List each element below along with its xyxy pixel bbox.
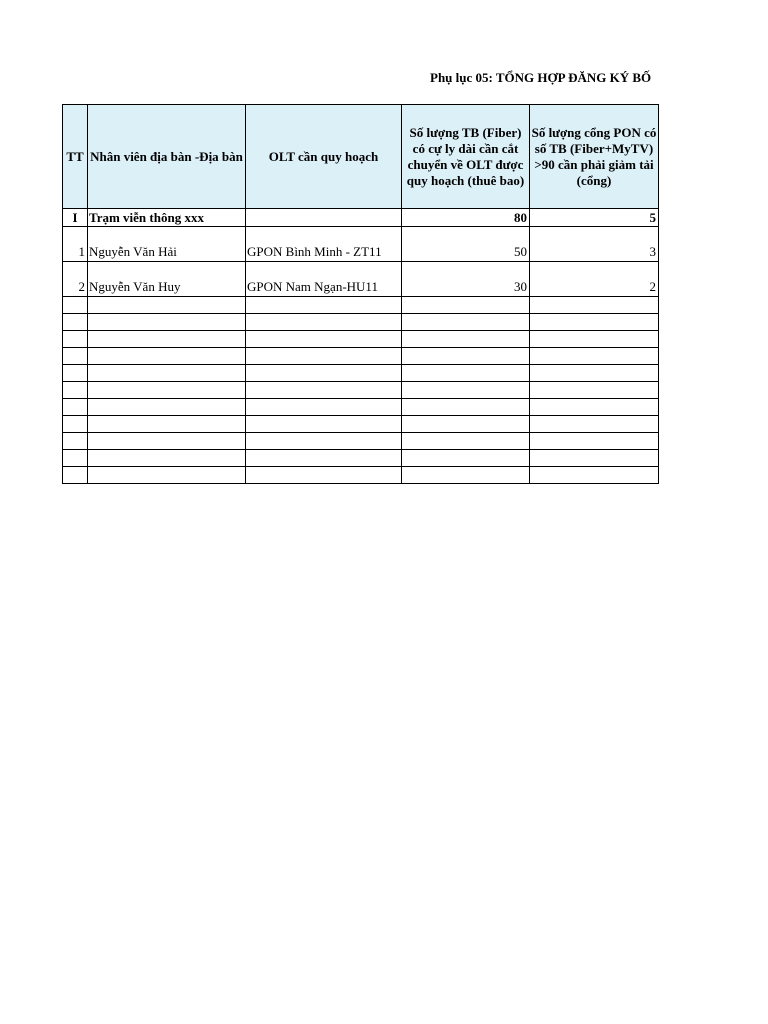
empty-cell[interactable] — [63, 348, 88, 365]
group-subscribers[interactable]: 80 — [402, 209, 530, 227]
empty-cell[interactable] — [88, 331, 246, 348]
row-subscribers[interactable]: 50 — [402, 227, 530, 262]
header-staff[interactable]: Nhân viên địa bàn -Địa bàn — [88, 105, 246, 209]
empty-cell[interactable] — [530, 331, 659, 348]
empty-cell[interactable] — [402, 331, 530, 348]
document-title: Phụ lục 05: TỔNG HỢP ĐĂNG KÝ BỐ — [430, 70, 652, 85]
empty-cell[interactable] — [402, 467, 530, 484]
empty-cell[interactable] — [402, 314, 530, 331]
empty-cell[interactable] — [88, 450, 246, 467]
empty-cell[interactable] — [63, 467, 88, 484]
empty-cell[interactable] — [530, 348, 659, 365]
empty-cell[interactable] — [246, 450, 402, 467]
empty-cell[interactable] — [530, 382, 659, 399]
group-pon-ports[interactable]: 5 — [530, 209, 659, 227]
row-pon-ports[interactable]: 3 — [530, 227, 659, 262]
empty-cell[interactable] — [530, 365, 659, 382]
empty-cell[interactable] — [246, 433, 402, 450]
row-olt[interactable]: GPON Bình Minh - ZT11 — [246, 227, 402, 262]
empty-cell[interactable] — [246, 297, 402, 314]
empty-cell[interactable] — [63, 433, 88, 450]
empty-cell[interactable] — [530, 297, 659, 314]
empty-cell[interactable] — [88, 348, 246, 365]
empty-cell[interactable] — [88, 467, 246, 484]
empty-cell[interactable] — [402, 433, 530, 450]
empty-cell[interactable] — [530, 399, 659, 416]
empty-cell[interactable] — [402, 450, 530, 467]
row-olt[interactable]: GPON Nam Ngạn-HU11 — [246, 262, 402, 297]
empty-cell[interactable] — [246, 467, 402, 484]
group-row — [63, 209, 659, 227]
empty-cell[interactable] — [402, 297, 530, 314]
header-tt[interactable]: TT — [63, 105, 88, 209]
empty-cell[interactable] — [88, 365, 246, 382]
empty-cell[interactable] — [63, 297, 88, 314]
empty-cell[interactable] — [63, 382, 88, 399]
empty-row — [63, 331, 659, 348]
empty-cell[interactable] — [88, 314, 246, 331]
row-name[interactable]: Nguyễn Văn Huy — [88, 262, 246, 297]
empty-row — [63, 314, 659, 331]
row-name[interactable]: Nguyễn Văn Hải — [88, 227, 246, 262]
empty-cell[interactable] — [246, 365, 402, 382]
header-subscribers[interactable]: Số lượng TB (Fiber) có cự ly dài cần cắt chuyển về OLT được quy hoạch (thuê bao) — [402, 105, 530, 209]
empty-cell[interactable] — [530, 314, 659, 331]
empty-cell[interactable] — [63, 365, 88, 382]
empty-cell[interactable] — [402, 348, 530, 365]
group-olt[interactable] — [246, 209, 402, 227]
empty-cell[interactable] — [88, 297, 246, 314]
empty-cell[interactable] — [530, 433, 659, 450]
empty-cell[interactable] — [246, 348, 402, 365]
empty-row — [63, 348, 659, 365]
spreadsheet-table — [62, 104, 659, 484]
empty-row — [63, 433, 659, 450]
table-row — [63, 262, 659, 297]
empty-cell[interactable] — [88, 416, 246, 433]
empty-cell[interactable] — [88, 399, 246, 416]
empty-cell[interactable] — [88, 382, 246, 399]
empty-cell[interactable] — [246, 416, 402, 433]
empty-cell[interactable] — [402, 382, 530, 399]
group-tt[interactable]: I — [63, 209, 88, 227]
row-tt[interactable]: 1 — [63, 227, 88, 262]
empty-cell[interactable] — [63, 314, 88, 331]
empty-row — [63, 399, 659, 416]
spreadsheet-table-wrap — [62, 104, 659, 484]
empty-cell[interactable] — [530, 467, 659, 484]
empty-cell[interactable] — [246, 399, 402, 416]
group-name[interactable]: Trạm viễn thông xxx — [88, 209, 246, 227]
empty-cell[interactable] — [63, 416, 88, 433]
header-pon-ports[interactable]: Số lượng cổng PON có số TB (Fiber+MyTV) >90 cần phải giảm tải (cổng) — [530, 105, 659, 209]
header-olt[interactable]: OLT cần quy hoạch — [246, 105, 402, 209]
empty-cell[interactable] — [63, 399, 88, 416]
empty-cell[interactable] — [530, 450, 659, 467]
header-row — [63, 105, 659, 209]
empty-cell[interactable] — [246, 314, 402, 331]
empty-cell[interactable] — [530, 416, 659, 433]
empty-cell[interactable] — [246, 382, 402, 399]
empty-cell[interactable] — [246, 331, 402, 348]
row-pon-ports[interactable]: 2 — [530, 262, 659, 297]
empty-cell[interactable] — [402, 399, 530, 416]
row-subscribers[interactable]: 30 — [402, 262, 530, 297]
row-tt[interactable]: 2 — [63, 262, 88, 297]
empty-cell[interactable] — [402, 365, 530, 382]
empty-cell[interactable] — [63, 331, 88, 348]
table-row — [63, 227, 659, 262]
empty-row — [63, 382, 659, 399]
empty-row — [63, 297, 659, 314]
empty-cell[interactable] — [63, 450, 88, 467]
empty-row — [63, 450, 659, 467]
empty-cell[interactable] — [402, 416, 530, 433]
empty-cell[interactable] — [88, 433, 246, 450]
empty-row — [63, 365, 659, 382]
empty-row — [63, 467, 659, 484]
empty-row — [63, 416, 659, 433]
